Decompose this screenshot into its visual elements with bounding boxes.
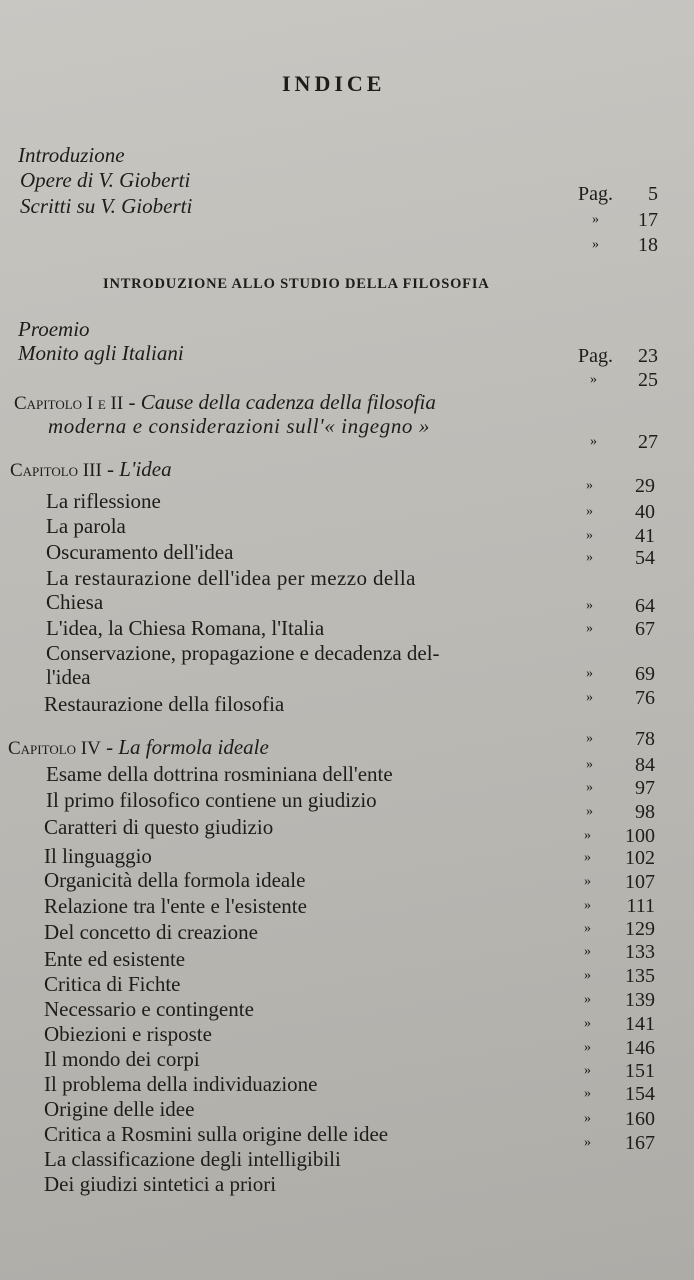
- page-number: 76: [635, 687, 655, 709]
- page-number: 69: [635, 663, 655, 685]
- ditto-mark: »: [584, 1063, 591, 1078]
- chapter-heading: [8, 735, 269, 761]
- ditto-mark: »: [586, 690, 593, 705]
- chapter-title: L'idea: [119, 457, 172, 481]
- ditto-mark: »: [584, 921, 591, 936]
- ditto-mark: »: [584, 874, 591, 889]
- ditto-mark: »: [584, 850, 591, 865]
- page-number: 67: [635, 618, 655, 640]
- page-number: 151: [625, 1060, 655, 1082]
- ditto-mark: »: [586, 757, 593, 772]
- ditto-mark: »: [586, 504, 593, 519]
- page-number: 17: [638, 209, 658, 231]
- toc-entry: La parola: [46, 514, 126, 538]
- chapter-label: Capitolo III: [10, 460, 102, 481]
- page-number: 64: [635, 595, 655, 617]
- page-number: 102: [625, 847, 655, 869]
- page-number: 97: [635, 777, 655, 799]
- chapter-heading: [14, 390, 436, 416]
- toc-entry-cont: Chiesa: [46, 590, 104, 614]
- toc-entry: Oscuramento dell'idea: [46, 540, 234, 564]
- page-number: 129: [625, 918, 655, 940]
- toc-entry: L'idea, la Chiesa Romana, l'Italia: [46, 616, 325, 640]
- ditto-mark: »: [586, 621, 593, 636]
- page-number: 78: [635, 728, 655, 750]
- ditto-mark: »: [586, 804, 593, 819]
- page-number: 167: [625, 1132, 655, 1154]
- page-number: 146: [625, 1037, 655, 1059]
- page-number: 98: [635, 801, 655, 823]
- ditto-mark: »: [586, 666, 593, 681]
- toc-entry: Necessario e contingente: [44, 997, 254, 1021]
- toc-entry: Relazione tra l'ente e l'esistente: [44, 894, 307, 918]
- page-number: 23: [638, 345, 658, 367]
- dash: -: [101, 457, 120, 481]
- toc-entry: Introduzione: [18, 143, 125, 167]
- ditto-mark: »: [584, 828, 591, 843]
- ditto-mark: »: [586, 731, 593, 746]
- page-number: 54: [635, 547, 655, 569]
- section-title: INTRODUZIONE ALLO STUDIO DELLA FILOSOFIA: [103, 276, 490, 292]
- ditto-mark: »: [592, 212, 599, 227]
- toc-entry: Conservazione, propagazione e decadenza del-: [46, 641, 440, 665]
- chapter-title-cont: moderna e considerazioni sull'« ingegno »: [48, 414, 430, 438]
- page-number: 40: [635, 501, 655, 523]
- dash: -: [100, 735, 119, 759]
- page-title: INDICE: [282, 71, 386, 96]
- ditto-mark: »: [586, 478, 593, 493]
- toc-entry: Il problema della individuazione: [44, 1072, 318, 1096]
- toc-entry: Opere di V. Gioberti: [20, 168, 191, 192]
- ditto-mark: »: [586, 550, 593, 565]
- chapter-title: Cause della cadenza della filosofia: [140, 390, 436, 414]
- ditto-mark: »: [590, 434, 597, 449]
- ditto-mark: »: [584, 1135, 591, 1150]
- page-number: 25: [638, 369, 658, 391]
- toc-entry: La restaurazione dell'idea per mezzo della: [46, 566, 416, 590]
- ditto-mark: »: [584, 1086, 591, 1101]
- dash: -: [123, 390, 141, 414]
- ditto-mark: »: [584, 898, 591, 913]
- page-number: 111: [626, 895, 655, 917]
- page-number: 139: [625, 989, 655, 1011]
- page-number: 107: [625, 871, 655, 893]
- toc-entry: Critica di Fichte: [44, 972, 181, 996]
- page-number: 41: [635, 525, 655, 547]
- toc-entry: Esame della dottrina rosminiana dell'ente: [46, 762, 393, 786]
- page-number: 133: [625, 941, 655, 963]
- toc-entry: Caratteri di questo giudizio: [44, 815, 274, 839]
- page-number: 5: [648, 183, 658, 205]
- toc-entry: La classificazione degli intelligibili: [44, 1147, 341, 1171]
- toc-entry: Monito agli Italiani: [18, 341, 184, 365]
- ditto-mark: »: [590, 372, 597, 387]
- ditto-mark: »: [584, 1111, 591, 1126]
- chapter-heading: [10, 457, 172, 483]
- page-number: 84: [635, 754, 655, 776]
- ditto-mark: »: [586, 528, 593, 543]
- page-number: 160: [625, 1108, 655, 1130]
- toc-entry: Ente ed esistente: [44, 947, 186, 971]
- ditto-mark: »: [584, 1040, 591, 1055]
- ditto-mark: »: [584, 1016, 591, 1031]
- toc-entry: Proemio: [18, 317, 90, 341]
- toc-entry: Il primo filosofico contiene un giudizio: [46, 788, 377, 812]
- pag-label: Pag.: [578, 345, 613, 367]
- ditto-mark: »: [584, 968, 591, 983]
- page-number: 135: [625, 965, 655, 987]
- toc-entry: Organicità della formola ideale: [44, 868, 306, 892]
- toc-entry: Origine delle idee: [44, 1097, 195, 1121]
- page-number: 100: [625, 825, 655, 847]
- chapter-label: Capitolo I e II: [14, 393, 124, 414]
- ditto-mark: »: [592, 237, 599, 252]
- ditto-mark: »: [586, 780, 593, 795]
- chapter-label: Capitolo IV: [8, 738, 101, 759]
- toc-entry: Il linguaggio: [44, 844, 152, 868]
- toc-entry: Il mondo dei corpi: [44, 1047, 200, 1071]
- toc-entry: Restaurazione della filosofia: [44, 692, 285, 716]
- page-number: 29: [635, 475, 655, 497]
- toc-entry: Obiezioni e risposte: [44, 1022, 212, 1046]
- toc-entry: La riflessione: [46, 489, 161, 513]
- toc-entry: Critica a Rosmini sulla origine delle idee: [44, 1122, 389, 1146]
- ditto-mark: »: [586, 598, 593, 613]
- page-number: 141: [625, 1013, 655, 1035]
- toc-entry: Dei giudizi sintetici a priori: [44, 1172, 277, 1196]
- ditto-mark: »: [584, 944, 591, 959]
- page-number: 27: [638, 431, 658, 453]
- chapter-title: La formola ideale: [118, 735, 269, 759]
- toc-entry-cont: l'idea: [46, 665, 91, 689]
- ditto-mark: »: [584, 992, 591, 1007]
- toc-entry: Scritti su V. Gioberti: [20, 194, 193, 218]
- toc-entry: Del concetto di creazione: [44, 920, 258, 944]
- pag-label: Pag.: [578, 183, 613, 205]
- page-number: 154: [625, 1083, 655, 1105]
- page-number: 18: [638, 234, 658, 256]
